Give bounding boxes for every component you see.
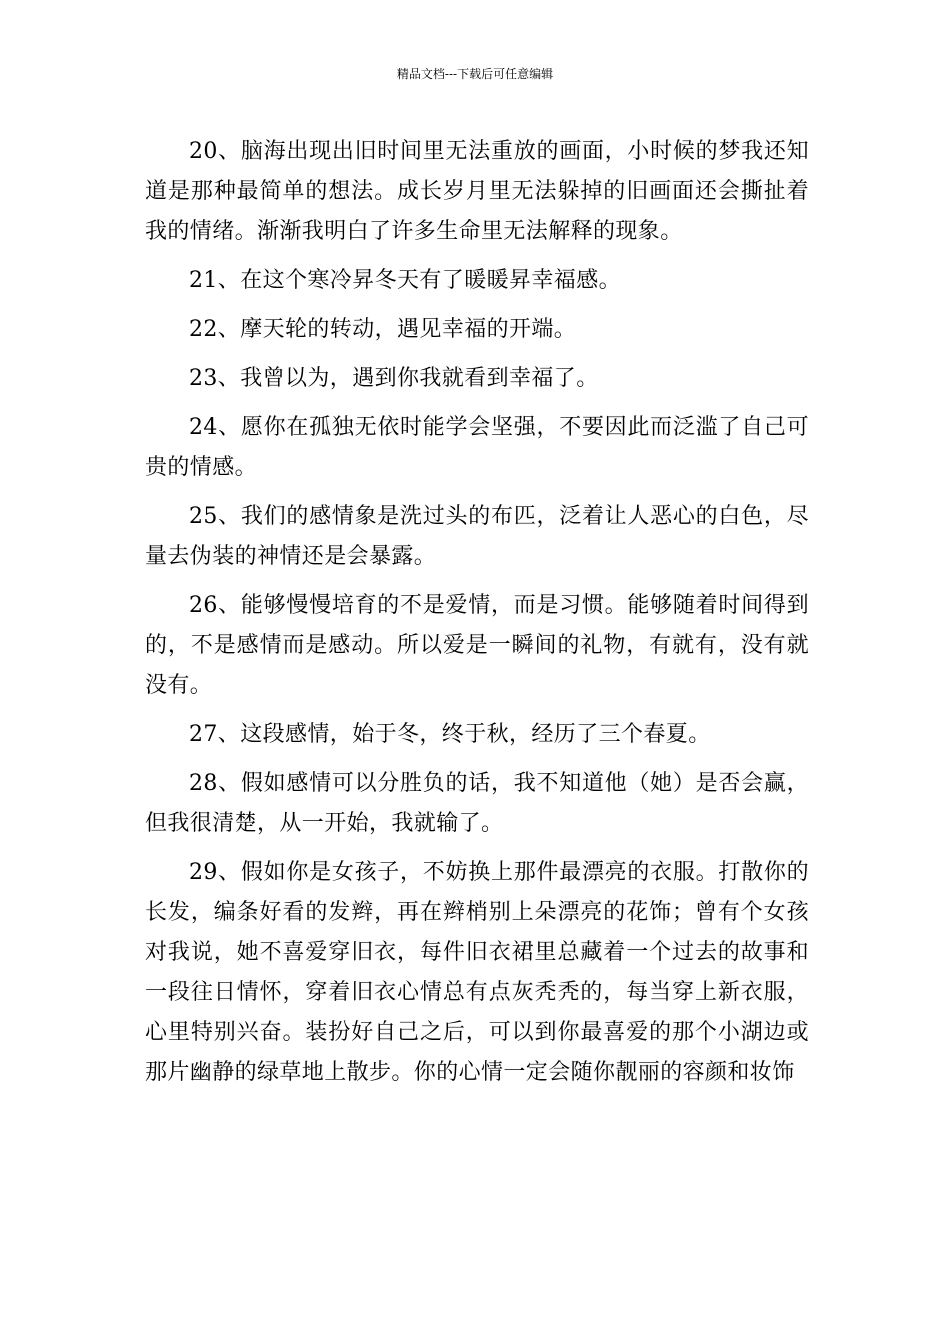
paragraph-22: 22、摩天轮的转动，遇见幸福的开端。 bbox=[189, 317, 577, 342]
paragraph-28: 28、假如感情可以分胜负的话，我不知道他（她）是否会赢，但我很清楚，从一开始，我就输了。 bbox=[145, 771, 809, 836]
paragraph-20: 20、脑海出现出旧时间里无法重放的画面，小时候的梦我还知道是那种最简单的想法。成长岁月里无法躲掉的旧画面还会撕扯着我的情绪。渐渐我明白了许多生命里无法解释的现象。 bbox=[145, 139, 809, 244]
paragraph-26: 26、能够慢慢培育的不是爱情，而是习惯。能够随着时间得到的，不是感情而是感动。所以爱是一瞬间的礼物，有就有，没有就没有。 bbox=[145, 593, 809, 698]
paragraph-24: 24、愿你在孤独无依时能学会坚强，不要因此而泛滥了自己可贵的情感。 bbox=[145, 415, 809, 480]
page-header: 精品文档---下载后可任意编辑 bbox=[396, 67, 554, 81]
paragraph-21: 21、在这个寒冷昇冬天有了暖暖昇幸福感。 bbox=[189, 268, 621, 293]
paragraph-23: 23、我曾以为，遇到你我就看到幸福了。 bbox=[189, 366, 599, 391]
paragraph-25: 25、我们的感情象是洗过头的布匹，泛着让人恶心的白色，尽量去伪装的神情还是会暴露。 bbox=[145, 504, 809, 569]
document-body bbox=[145, 132, 809, 1102]
paragraph-27: 27、这段感情，始于冬，终于秋，经历了三个春夏。 bbox=[189, 722, 711, 747]
paragraph-29: 29、假如你是女孩子，不妨换上那件最漂亮的衣服。打散你的长发，编条好看的发辫，再在辫梢别上朵漂亮的花饰；曾有个女孩对我说，她不喜爱穿旧衣，每件旧衣裙里总藏着一个过去的故事和一段往日情怀，穿着旧衣心情总有点灰秃秃的，每当穿上新衣服，心里特别兴奋。装扮好自己之后，可以到你最喜爱的那个小湖边或那片幽静的绿草地上散步。你的心情一定会随你靓丽的容颜和妆饰 bbox=[145, 860, 809, 1085]
